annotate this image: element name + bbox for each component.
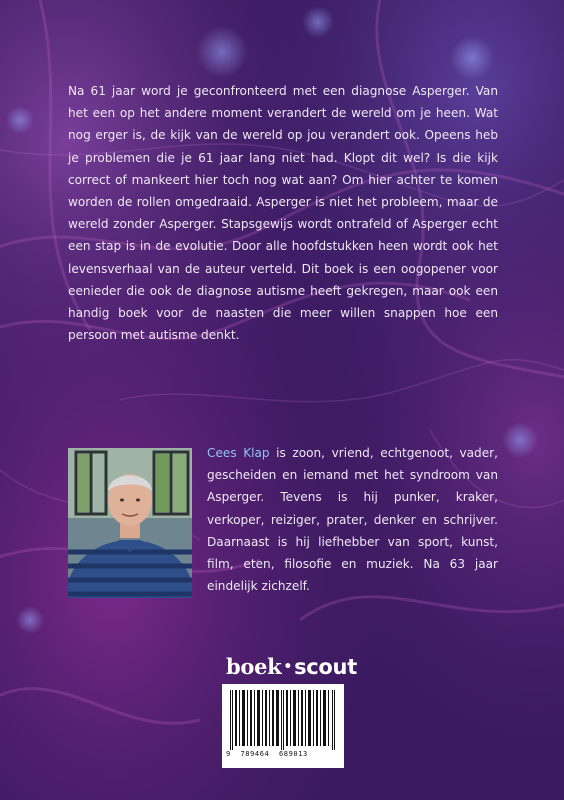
author-bio [207,442,498,597]
author-name: Cees Klap [207,446,270,460]
publisher-logo-part1: boek [226,654,282,679]
publisher-logo [226,654,357,679]
publisher-logo-part2: scout [294,655,357,679]
barcode-bars [228,690,338,750]
author-bio-text: is zoon, vriend, echtgenoot, vader, gescheiden en iemand met het syndroom van Asperger. Tevens is hij punker, kraker, verkoper, reiziger, prater, denker en schrijver. Daarnaast is hij liefhebber van sport, kunst, film, eten, filosofie en muziek. Na 63 jaar eindelijk zichzelf. [207,446,498,594]
author-photo [68,448,192,598]
book-blurb: Na 61 jaar word je geconfronteerd met een diagnose Asperger. Van het een op het andere moment verandert de wereld om je heen. Wat nog erger is, de kijk van de wereld op jou verandert ook. Opeens heb je problemen die je 61 jaar lang niet had. Klopt dit wel? Is die kijk correct of mankeert hier toch nog wat aan? Om hier achter te komen worden de rollen omgedraaid. Asperger is niet het probleem, maar de wereld zonder Asperger. Stapsgewijs wordt ontrafeld of Asperger echt een stap is in de evolutie. Door alle hoofdstukken heen wordt ook het levensverhaal van de auteur verteld. Dit boek is een oogopener voor eenieder die ook de diagnose autisme heeft gekregen, maar ook een handig boek voor de naasten die meer willen snappen hoe een persoon met autisme denkt. [68,84,498,343]
isbn-barcode [222,684,344,768]
isbn-number: 9 789464 689013 [226,750,308,758]
publisher-logo-separator: • [283,659,293,675]
